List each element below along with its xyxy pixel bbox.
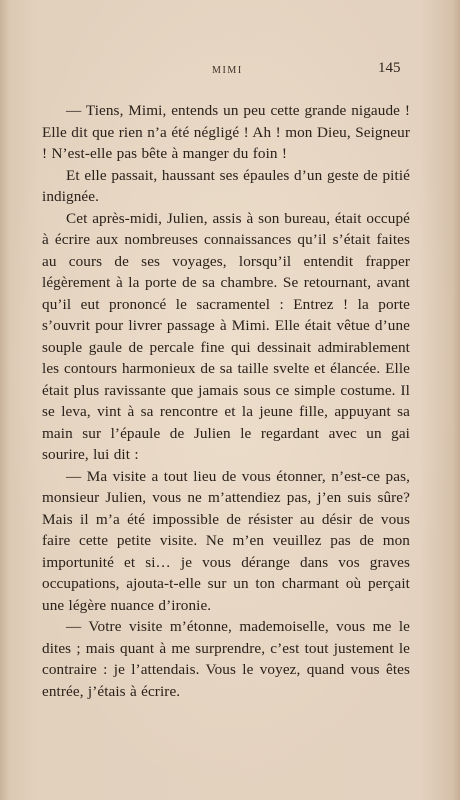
running-header xyxy=(0,60,460,82)
body-text xyxy=(42,100,410,702)
page-number: 145 xyxy=(378,60,401,76)
paragraph: — Votre visite m’étonne, mademoiselle, vous me le dites ; mais quant à me surprendre, c’est tout justement le contraire : je l’attendais. Vous le voyez, quand vous êtes entrée, j’étais à écrire. xyxy=(42,618,410,700)
paragraph: — Ma visite a tout lieu de vous étonner, n’est-ce pas, monsieur Julien, vous ne m’attendiez pas, j’en suis sûre? Mais il m’a été impossible de résister au désir de vous faire cette petite visite. Ne m’en veuillez pas de mon importunité et si… je vous dérange dans vos graves occupations, ajouta-t-elle sur un ton charmant où perçait une légère nuance d’ironie. xyxy=(42,467,410,614)
running-title: MIMI xyxy=(212,65,243,76)
paragraph: Cet après-midi, Julien, assis à son bureau, était occupé à écrire aux nombreuses connaissances qu’il s’était faites au cours de ses voyages, lorsqu’il entendit frapper légèrement à la porte de sa chambre. Se retournant, avant qu’il eut prononcé le sacramentel : Entrez ! la porte s’ouvrit pour livrer passage à Mimi. Elle était vêtue d’une souple gaule de percale fine qui dessinait admirablement les contours harmonieux de sa taille svelte et élancée. Elle était plus ravissante que jamais sous ce simple costume. Il se leva, vint à sa rencontre et la jeune fille, appuyant sa main sur l’épaule de Julien le regardant avec un gai sourire, lui dit : xyxy=(42,209,410,463)
paragraph: Et elle passait, haussant ses épaules d’un geste de pitié indignée. xyxy=(42,166,410,205)
paragraph: — Tiens, Mimi, entends un peu cette grande nigaude ! Elle dit que rien n’a été négligé ! Ah ! mon Dieu, Seigneur ! N’est-elle pas bête à manger du foin ! xyxy=(42,102,410,162)
